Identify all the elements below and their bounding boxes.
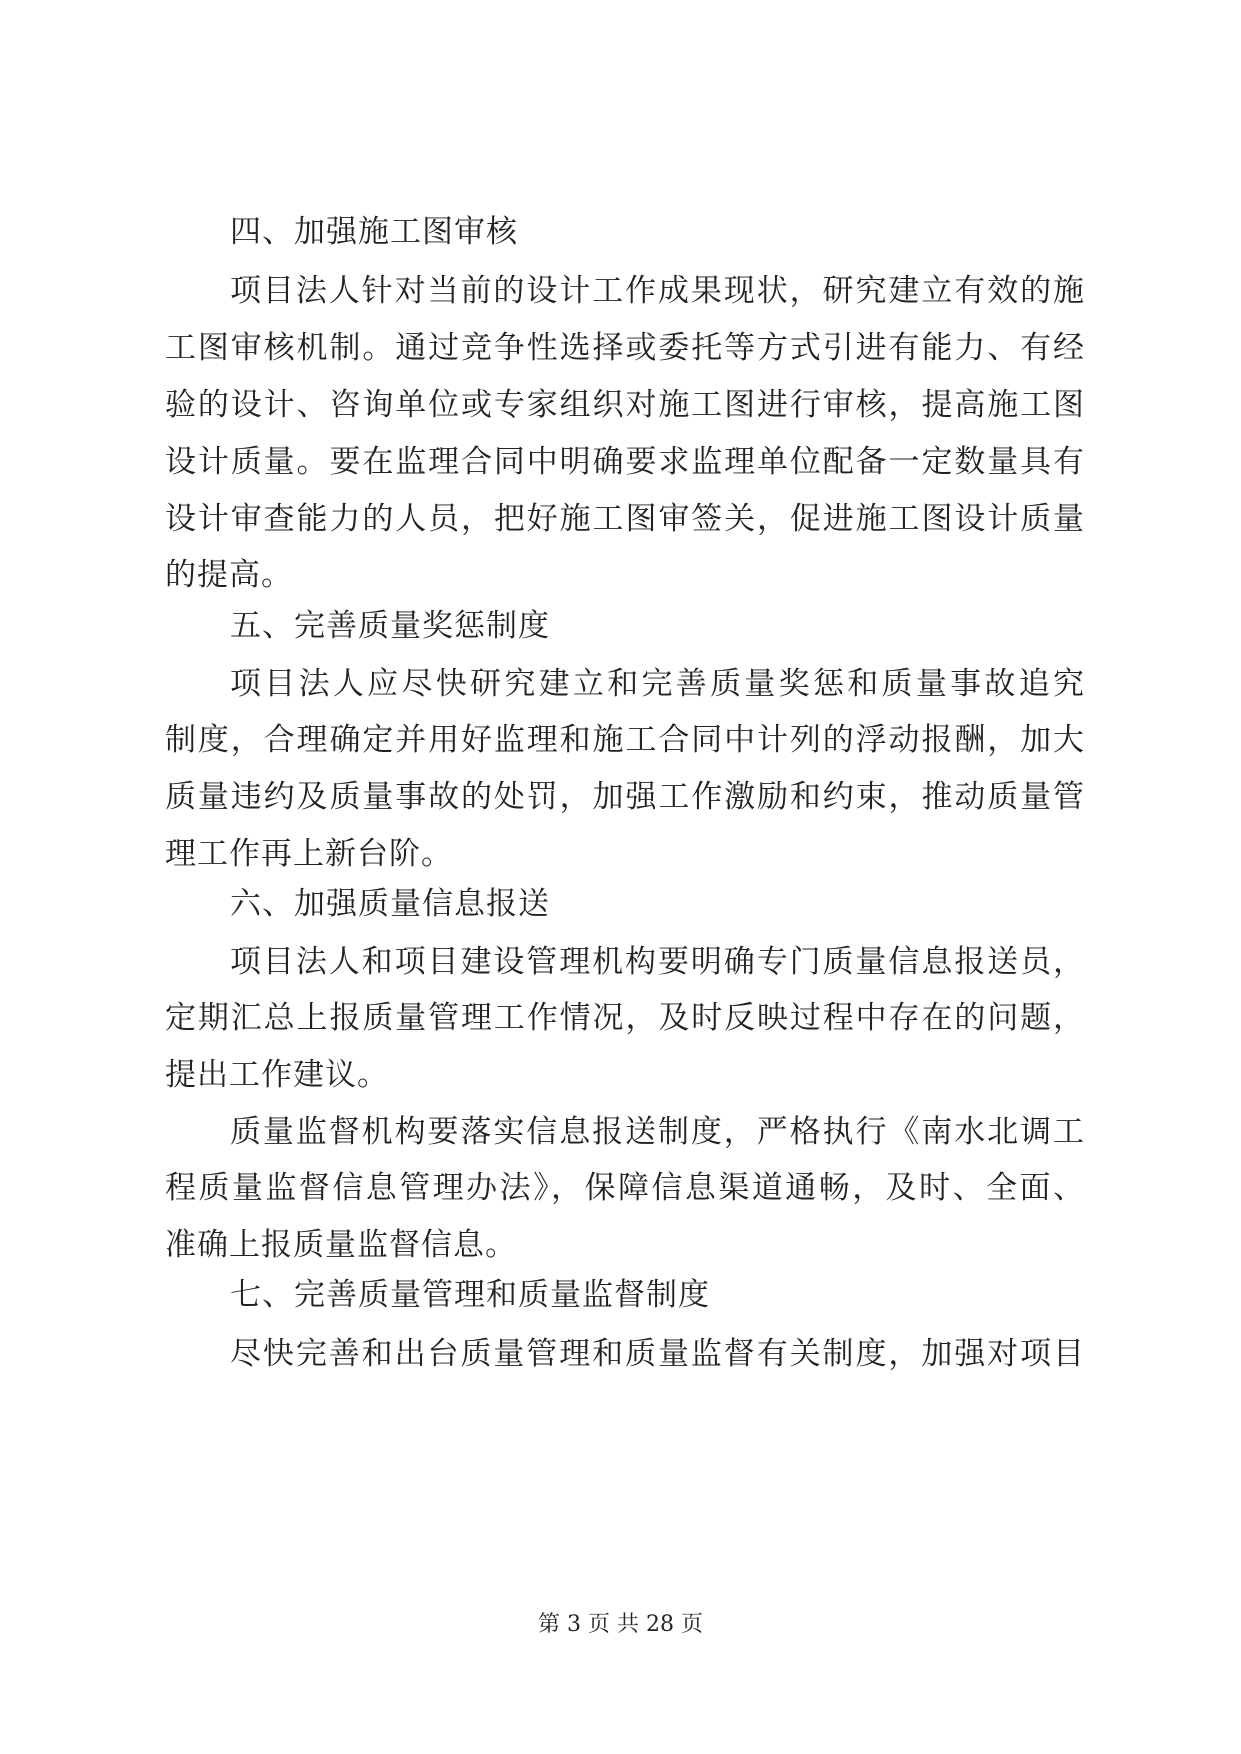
- paragraph-line: 尽快完善和出台质量管理和质量监督有关制度，加强对项目: [230, 1336, 1085, 1372]
- page-number-footer: 第 3 页 共 28 页: [538, 1612, 703, 1637]
- paragraph-line: 质量监督机构要落实信息报送制度，严格执行《南水北调工: [230, 1114, 1085, 1150]
- heading-section-6: 六、加强质量信息报送: [230, 886, 550, 922]
- paragraph-line: 质量违约及质量事故的处罚，加强工作激励和约束，推动质量管: [165, 779, 1085, 815]
- paragraph-line: 设计审查能力的人员，把好施工图审签关，促进施工图设计质量: [165, 501, 1085, 537]
- paragraph-line: 工图审核机制。通过竞争性选择或委托等方式引进有能力、有经: [165, 330, 1085, 366]
- paragraph-line: 程质量监督信息管理办法》，保障信息渠道通畅，及时、全面、: [165, 1170, 1085, 1206]
- paragraph-line: 验的设计、咨询单位或专家组织对施工图进行审核，提高施工图: [165, 387, 1085, 423]
- paragraph-line: 制度，合理确定并用好监理和施工合同中计列的浮动报酬，加大: [165, 722, 1085, 758]
- heading-section-7: 七、完善质量管理和质量监督制度: [230, 1277, 710, 1313]
- paragraph-line: 定期汇总上报质量管理工作情况，及时反映过程中存在的问题，: [165, 1000, 1085, 1036]
- paragraph-line: 的提高。: [165, 557, 293, 593]
- heading-section-5: 五、完善质量奖惩制度: [230, 608, 550, 644]
- paragraph-line: 提出工作建议。: [165, 1057, 389, 1093]
- paragraph-line: 准确上报质量监督信息。: [165, 1227, 517, 1263]
- paragraph-line: 项目法人应尽快研究建立和完善质量奖惩和质量事故追究: [230, 666, 1085, 702]
- paragraph-line: 项目法人针对当前的设计工作成果现状，研究建立有效的施: [230, 273, 1085, 309]
- paragraph-line: 项目法人和项目建设管理机构要明确专门质量信息报送员，: [230, 944, 1085, 980]
- paragraph-line: 设计质量。要在监理合同中明确要求监理单位配备一定数量具有: [165, 444, 1085, 480]
- heading-section-4: 四、加强施工图审核: [230, 214, 518, 250]
- paragraph-line: 理工作再上新台阶。: [165, 836, 453, 872]
